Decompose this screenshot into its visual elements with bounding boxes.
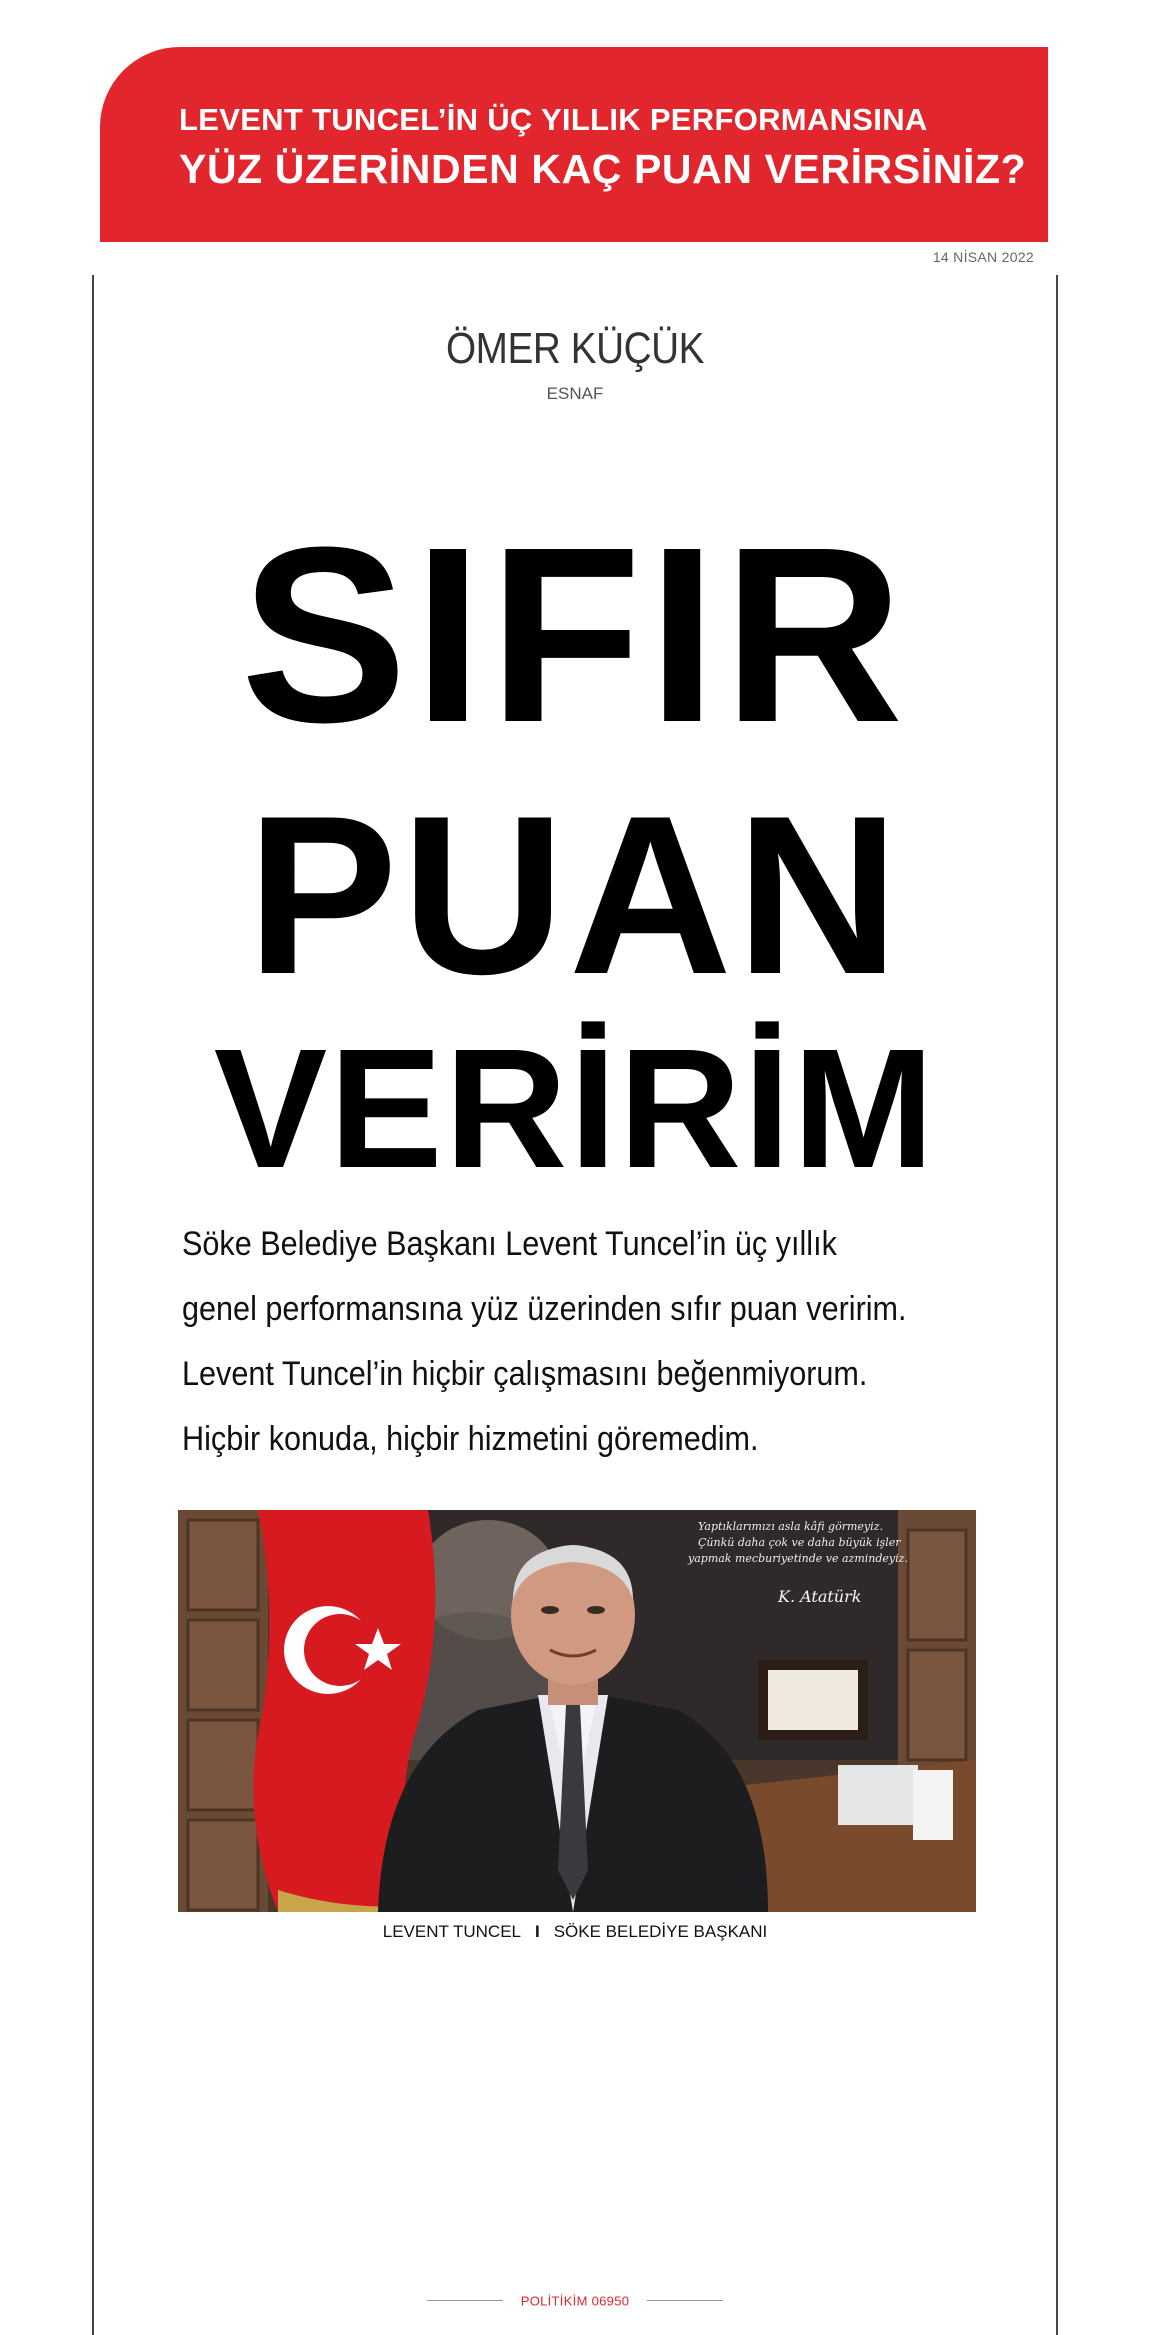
person-portrait-icon: [178, 1510, 976, 1912]
mayor-photo: [178, 1510, 976, 1912]
publish-date: 14 NİSAN 2022: [932, 249, 1034, 265]
author-role: ESNAF: [546, 384, 604, 403]
article-body: [182, 1212, 907, 1472]
footer-brand: POLİTİKİM 06950: [520, 2293, 630, 2309]
svg-text:Yaptıklarımızı asla kâfi görme: Yaptıklarımızı asla kâfi görmeyiz.: [698, 1520, 883, 1533]
svg-text:yapmak mecburiyetinde ve azmin: yapmak mecburiyetinde ve azmindeyiz.: [688, 1552, 908, 1565]
banner-question-line1: LEVENT TUNCEL’İN ÜÇ YILLIK PERFORMANSINA: [179, 102, 928, 137]
body-line: genel performansına yüz üzerinden sıfır puan veririm.: [182, 1290, 907, 1328]
footer: [0, 2292, 1150, 2310]
body-line: Hiçbir konuda, hiçbir hizmetini göremedim.: [182, 1420, 759, 1458]
headline-line3: VERİRİM: [213, 1014, 937, 1204]
body-line: Söke Belediye Başkanı Levent Tuncel’in üç yıllık: [182, 1225, 837, 1263]
photo-caption: [0, 1922, 1150, 1942]
caption-title: SÖKE BELEDİYE BAŞKANI: [553, 1922, 768, 1941]
footer-rule-left: [427, 2300, 503, 2301]
caption-name: LEVENT TUNCEL: [382, 1922, 521, 1941]
svg-text:K. Atatürk: K. Atatürk: [778, 1587, 862, 1606]
headline-line2: PUAN: [246, 768, 904, 1021]
svg-text:Çünkü daha çok ve daha büyük i: Çünkü daha çok ve daha büyük işler: [698, 1536, 901, 1549]
headline-line1: SIFIR: [240, 495, 910, 774]
body-line: Levent Tuncel’in hiçbir çalışmasını beğenmiyorum.: [182, 1355, 868, 1393]
author-name: ÖMER KÜÇÜK: [445, 324, 705, 373]
footer-rule-right: [647, 2300, 723, 2301]
banner-question-line2: YÜZ ÜZERİNDEN KAÇ PUAN VERİRSİNİZ?: [179, 146, 1027, 192]
header-banner: [100, 47, 1048, 242]
caption-separator: I: [534, 1922, 540, 1941]
